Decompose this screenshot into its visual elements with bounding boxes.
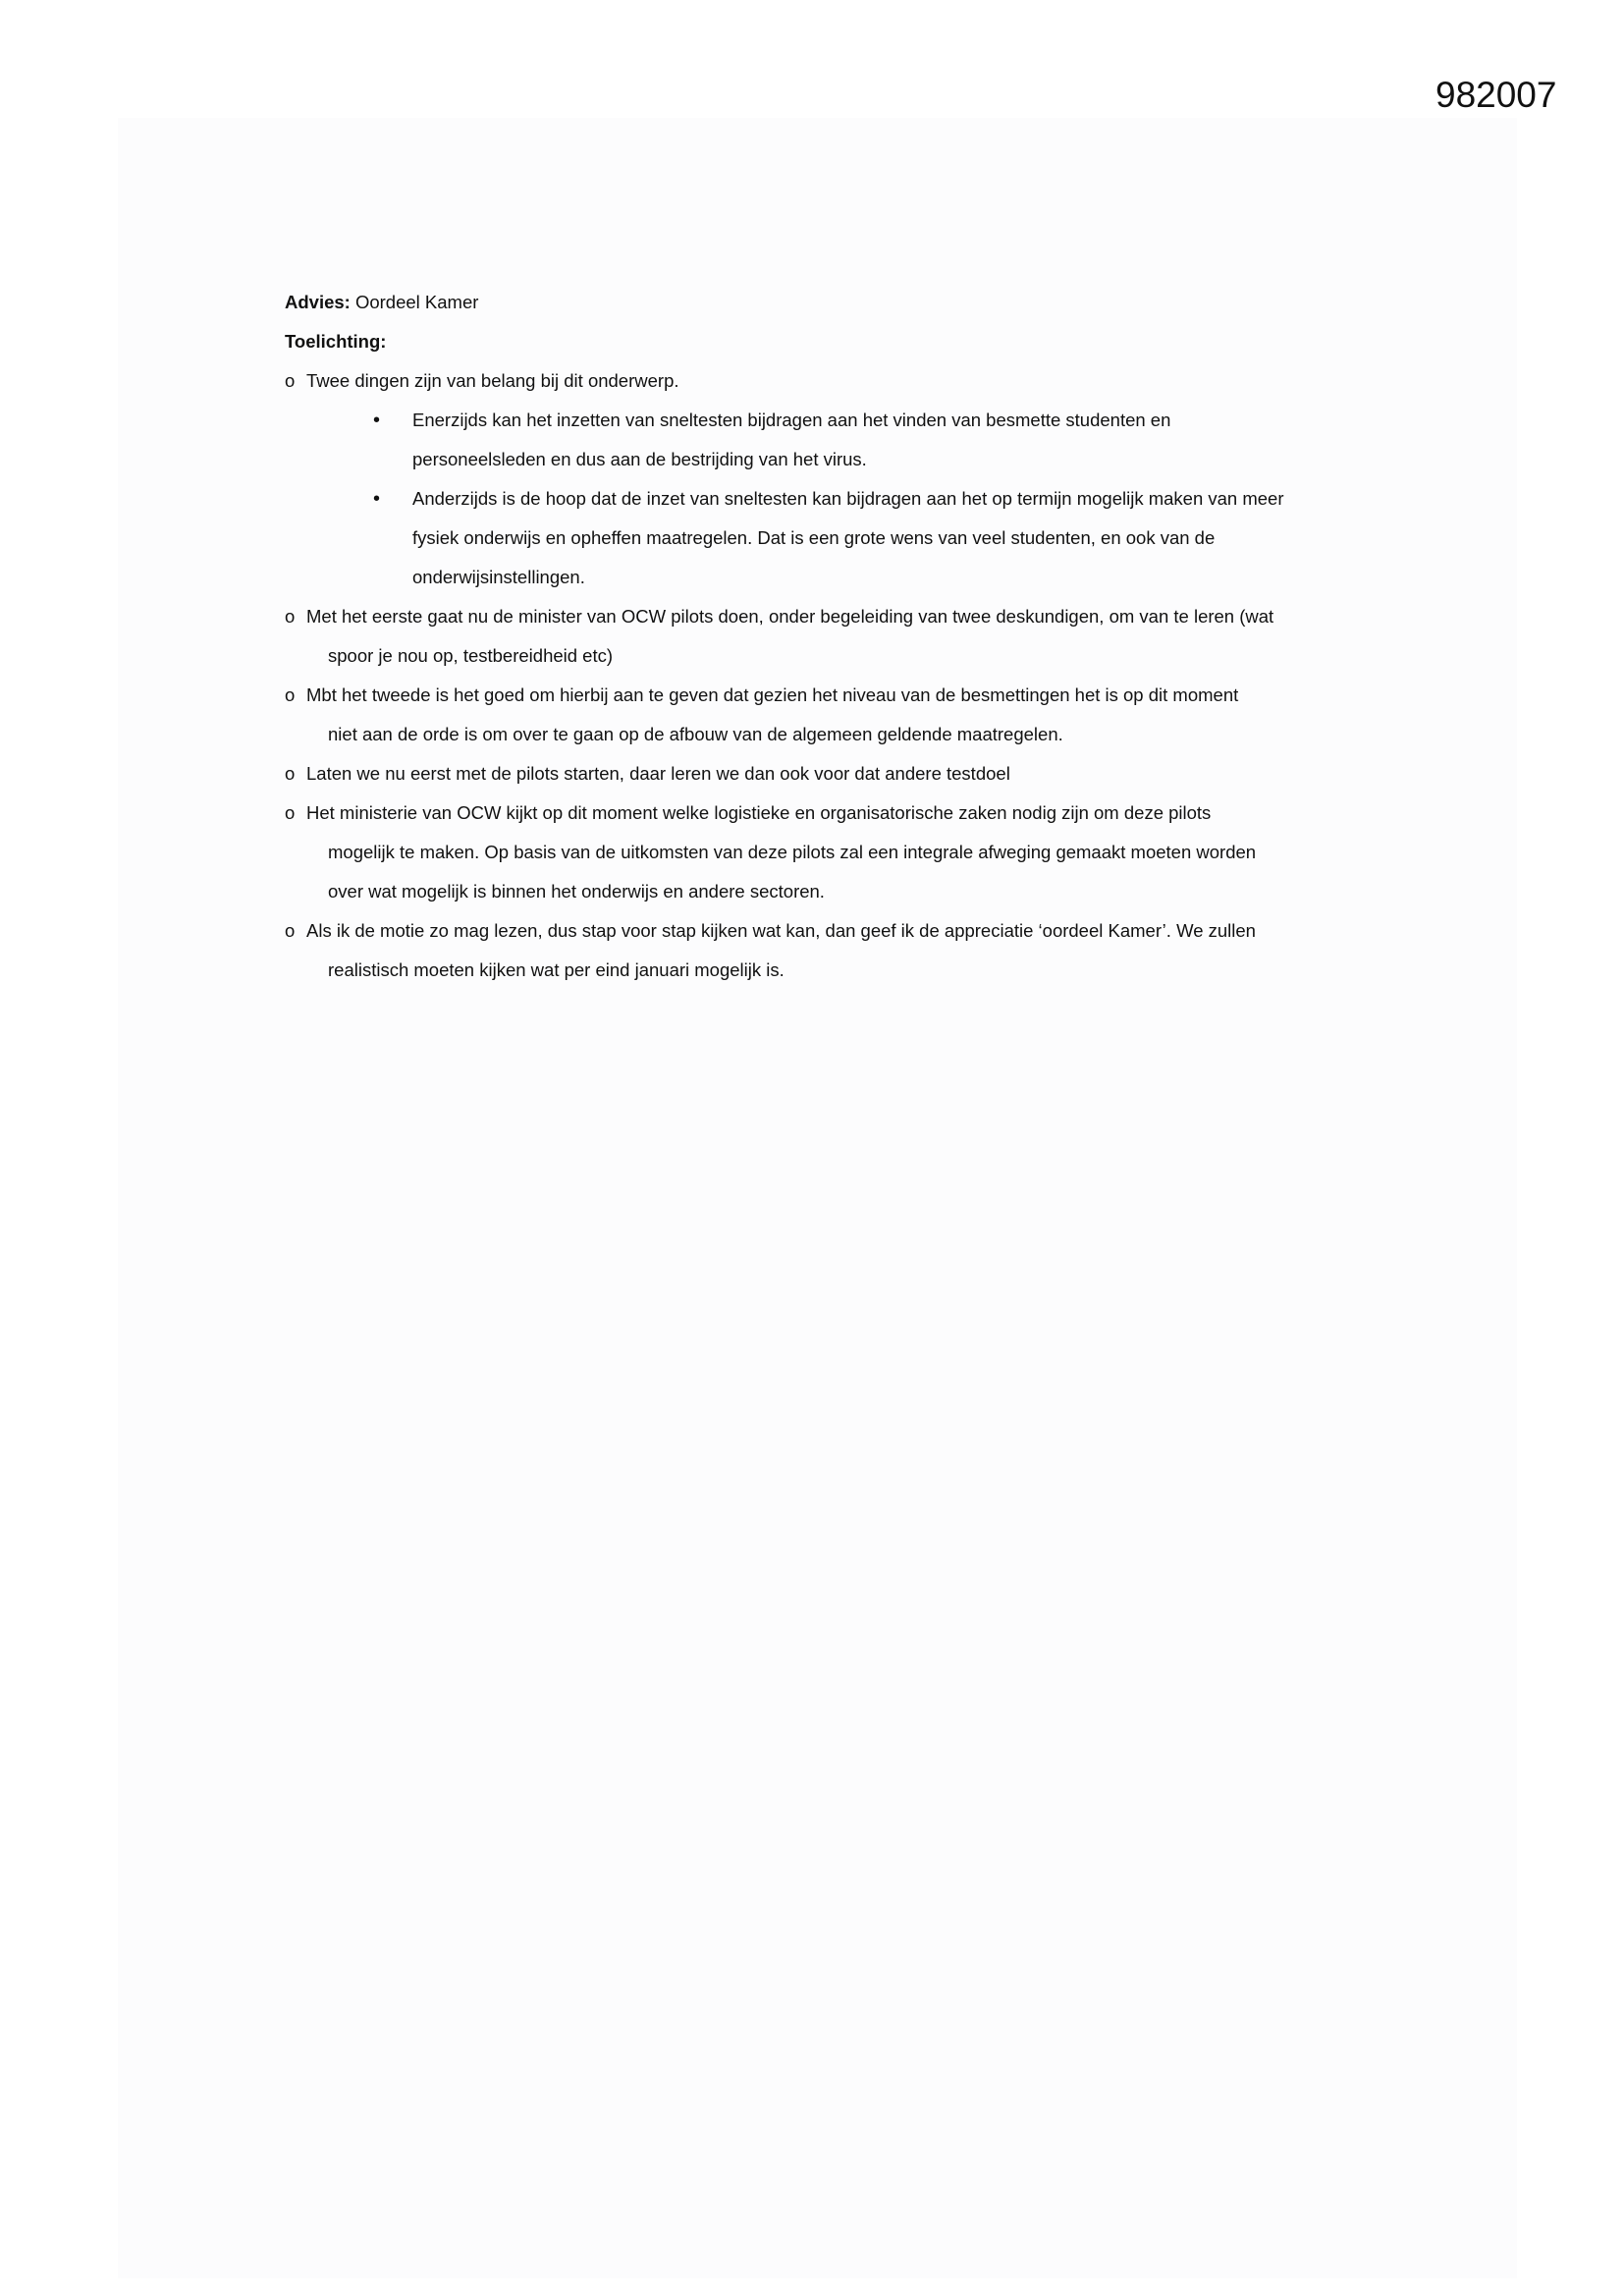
- sub-list-item: [285, 479, 1384, 597]
- list-item-line: [285, 833, 1384, 872]
- list-item-text: mogelijk te maken. Op basis van de uitkomsten van deze pilots zal een integrale afweging gemaakt moeten worden: [328, 842, 1257, 862]
- circle-bullet-icon: o: [285, 920, 296, 941]
- sub-list-item-text: fysiek onderwijs en opheffen maatregelen. Dat is een grote wens van veel studenten, en ook van de: [412, 527, 1216, 548]
- list-item: [285, 597, 1384, 676]
- list-item: [285, 676, 1384, 754]
- list-item-line: [285, 636, 1384, 676]
- advice-label: Advies:: [285, 292, 351, 312]
- list-item-line: [285, 715, 1384, 754]
- advice-line: [285, 283, 1384, 322]
- sub-list-item: [285, 401, 1384, 479]
- circle-bullet-icon: o: [285, 370, 296, 391]
- list-item-text: realistisch moeten kijken wat per eind januari mogelijk is.: [328, 959, 785, 980]
- advice-value: Oordeel Kamer: [354, 292, 479, 312]
- list-item-text: spoor je nou op, testbereidheid etc): [328, 645, 614, 666]
- sub-list-item-text: onderwijsinstellingen.: [412, 567, 585, 587]
- list-item: [285, 754, 1384, 793]
- list-item-line: [285, 951, 1384, 990]
- circle-bullet-icon: o: [285, 802, 296, 823]
- sub-list-item-text: Anderzijds is de hoop dat de inzet van sneltesten kan bijdragen aan het op termijn mogelijk maken van meer: [412, 488, 1284, 509]
- sub-list-item-text: Enerzijds kan het inzetten van sneltesten bijdragen aan het vinden van besmette studenten en: [412, 410, 1171, 430]
- document-body: [285, 283, 1384, 990]
- list-item-text: niet aan de orde is om over te gaan op de afbouw van de algemeen geldende maatregelen.: [328, 724, 1063, 744]
- circle-bullet-icon: o: [285, 606, 296, 627]
- list-item-text: Laten we nu eerst met de pilots starten, daar leren we dan ook voor dat andere testdoel: [306, 763, 1010, 784]
- list-item: [285, 361, 1384, 597]
- sub-list-item-line: [285, 558, 1384, 597]
- circle-bullet-icon: o: [285, 684, 296, 705]
- list-item-line: [285, 597, 1384, 636]
- explanation-label: Toelichting:: [285, 331, 387, 352]
- sub-list-item-line: [285, 440, 1384, 479]
- list-item-line: [285, 754, 1384, 793]
- sub-list-item-line: [285, 479, 1384, 519]
- bullet-dot-icon: •: [373, 410, 381, 431]
- sub-list-item-line: [285, 401, 1384, 440]
- list-item-line: [285, 872, 1384, 911]
- list-item-line: [285, 793, 1384, 833]
- list-item-text: Mbt het tweede is het goed om hierbij aan te geven dat gezien het niveau van de besmettingen het is op dit moment: [306, 684, 1239, 705]
- list-item: [285, 793, 1384, 911]
- list-item-text: Met het eerste gaat nu de minister van OCW pilots doen, onder begeleiding van twee deskundigen, om van te leren (wat: [306, 606, 1274, 627]
- list-item-text: Twee dingen zijn van belang bij dit onderwerp.: [306, 370, 679, 391]
- explanation-list: [285, 361, 1384, 990]
- list-item-text: Als ik de motie zo mag lezen, dus stap voor stap kijken wat kan, dan geef ik de appreciatie ‘oordeel Kamer’. We zullen: [306, 920, 1256, 941]
- sub-list-item-text: personeelsleden en dus aan de bestrijding van het virus.: [412, 449, 867, 469]
- list-item-line: [285, 911, 1384, 951]
- list-item-text: Het ministerie van OCW kijkt op dit moment welke logistieke en organisatorische zaken nodig zijn om deze pilots: [306, 802, 1212, 823]
- list-item-line: [285, 676, 1384, 715]
- list-item-line: [285, 361, 1384, 401]
- circle-bullet-icon: o: [285, 763, 296, 784]
- list-item-text: over wat mogelijk is binnen het onderwijs en andere sectoren.: [328, 881, 825, 902]
- document-number: 982007: [1435, 75, 1557, 115]
- bullet-dot-icon: •: [373, 488, 381, 510]
- list-item: [285, 911, 1384, 990]
- sub-list-item-line: [285, 519, 1384, 558]
